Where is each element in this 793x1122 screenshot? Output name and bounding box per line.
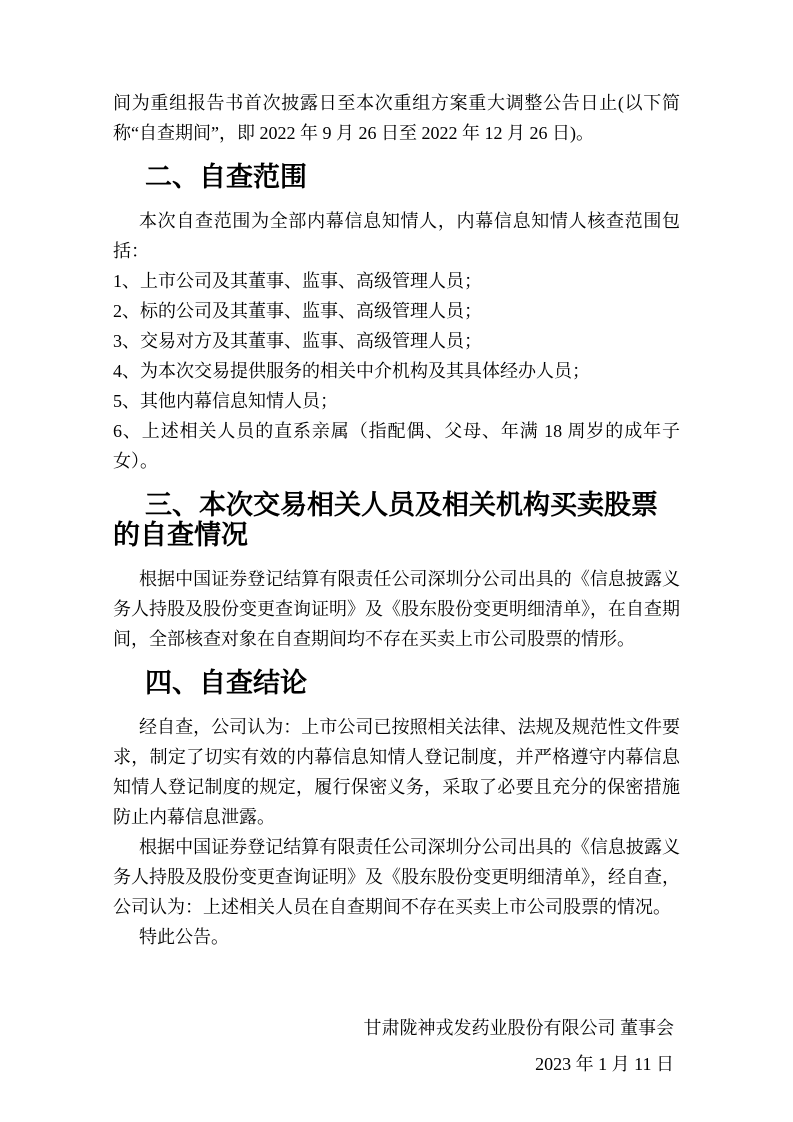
scope-item-6: 6、上述相关人员的直系亲属（指配偶、父母、年满 18 周岁的成年子女）。 bbox=[113, 421, 680, 471]
signature-company: 甘肃陇神戎发药业股份有限公司 董事会 bbox=[363, 1018, 674, 1038]
scope-item-2: 2、标的公司及其董事、监事、高级管理人员； bbox=[113, 301, 482, 321]
conclusion-paragraph-2: 根据中国证券登记结算有限责任公司深圳分公司出具的《信息披露义务人持股及股份变更查询证明》及《股东股份变更明细清单》，经自查，公司认为：上述相关人员在自查期间不存在买卖上市公司股票的情况。 bbox=[113, 837, 680, 917]
section-heading-conclusion: 四、自查结论 bbox=[145, 668, 307, 698]
conclusion-paragraph-1: 经自查，公司认为：上市公司已按照相关法律、法规及规范性文件要求，制定了切实有效的内幕信息知情人登记制度，并严格遵守内幕信息知情人登记制度的规定，履行保密义务，采取了必要且充分的保密措施防止内幕信息泄露。 bbox=[113, 717, 680, 827]
signature-date: 2023 年 1 月 11 日 bbox=[535, 1054, 674, 1074]
section-heading-scope: 二、自查范围 bbox=[145, 162, 307, 192]
scope-item-5: 5、其他内幕信息知情人员； bbox=[113, 391, 338, 411]
section-heading-trading-check: 三、本次交易相关人员及相关机构买卖股票的自查情况 bbox=[113, 490, 658, 550]
closing-announcement: 特此公告。 bbox=[139, 927, 229, 947]
signature-block bbox=[113, 1010, 680, 1082]
scope-item-3: 3、交易对方及其董事、监事、高级管理人员； bbox=[113, 331, 482, 351]
scope-item-4: 4、为本次交易提供服务的相关中介机构及其具体经办人员； bbox=[113, 361, 590, 381]
scope-item-1: 1、上市公司及其董事、监事、高级管理人员； bbox=[113, 271, 482, 291]
trading-check-paragraph: 根据中国证券登记结算有限责任公司深圳分公司出具的《信息披露义务人持股及股份变更查询证明》及《股东股份变更明细清单》，在自查期间，全部核查对象在自查期间均不存在买卖上市公司股票的情形。 bbox=[113, 569, 680, 649]
continuation-paragraph: 间为重组报告书首次披露日至本次重组方案重大调整公告日止(以下简称“自查期间”，即 2022 年 9 月 26 日至 2022 年 12 月 26 日)。 bbox=[113, 93, 680, 143]
scope-intro-paragraph: 本次自查范围为全部内幕信息知情人，内幕信息知情人核查范围包括： bbox=[113, 211, 680, 261]
